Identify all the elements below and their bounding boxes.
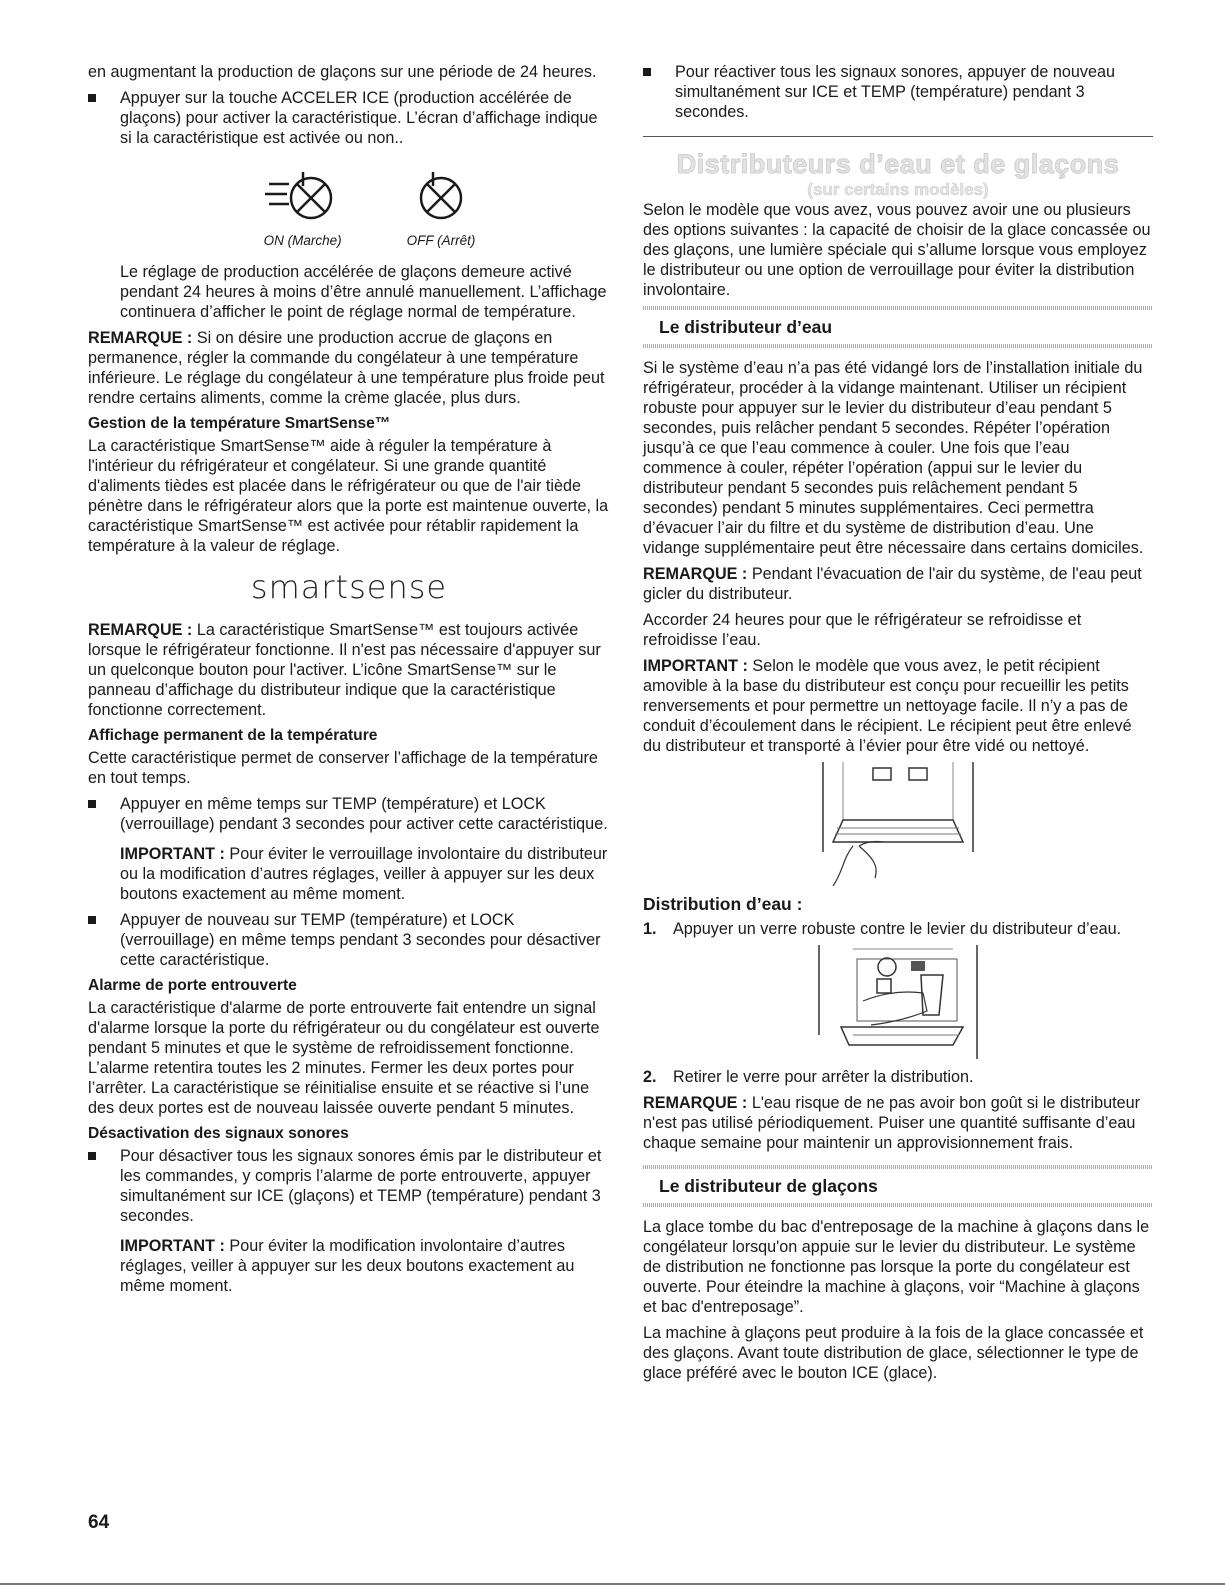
bullet-temp-lock-off: Appuyer de nouveau sur TEMP (température) et LOCK (verrouillage) en même temps pendant 3 secondes pour désactiver cette caractéristique. — [88, 910, 610, 970]
right-column — [643, 62, 1153, 1389]
bullet-square-icon — [643, 68, 651, 76]
affichage-text: Cette caractéristique permet de conserver l’affichage de la température en tout temps. — [88, 749, 598, 787]
hatch-divider — [643, 1165, 1153, 1169]
accel-ice-off-icon — [411, 164, 471, 226]
icon-on — [263, 164, 343, 248]
icon-off — [407, 164, 476, 248]
bullet-square-icon — [88, 1152, 96, 1160]
alarme-text: La caractéristique d'alarme de porte entrouverte fait entendre un signal d'alarme lorsque la porte du réfrigérateur ou du congélateur est ouverte pendant 5 minutes et que le système de refroidissement fonctionne. L’alarme retentira toutes les 2 minutes. Fermer les deux portes pour l’arrêter. La caractéristique se réinitialise ensuite et se réactive si l’une des deux portes est de nouveau laissée ouverte pendant 5 minutes. — [88, 999, 600, 1117]
important-1: IMPORTANT : Pour éviter le verrouillage involontaire du distributeur ou la modification d’autres réglages, veiller à appuyer sur les deux boutons exactement au même moment. — [120, 845, 608, 903]
divider — [643, 136, 1153, 137]
remarque-2: REMARQUE : La caractéristique SmartSense™ est toujours activée lorsque le réfrigérateur fonctionne. Il n'est pas nécessaire d'appuyer sur un quelconque bouton pour l'activer. L’icône SmartSense™ sur le panneau d’affichage du distributeur indique que la caractéristique fonctionne correctement. — [88, 621, 601, 719]
heading-distributeur-glacons: Le distributeur de glaçons — [659, 1176, 878, 1196]
accel-ice-on-icon — [263, 164, 343, 226]
delay-text: Accorder 24 heures pour que le réfrigérateur se refroidisse et refroidisse l’eau. — [643, 611, 1082, 649]
important-3: IMPORTANT : Selon le modèle que vous avez, le petit récipient amovible à la base du distributeur est conçu pour recueillir les petits renversements et pour permettre un nettoyage facile. Il n’y a pas de conduit d’écoulement dans le récipient. Le récipient peut être enlevé du distributeur et transporté à l’évier pour être vidé ou nettoyé. — [643, 657, 1132, 755]
step-1: 1. Appuyer un verre robuste contre le levier du distributeur d’eau. — [643, 920, 1122, 938]
bullet-square-icon — [88, 916, 96, 924]
section-title-sub: (sur certains modèles) — [807, 180, 989, 199]
heading-distribution-eau: Distribution d’eau : — [643, 894, 803, 914]
bullet-desactiver: Pour désactiver tous les signaux sonores émis par le distributeur et les commandes, y compris l’alarme de porte entrouverte, appuyer simultanément sur ICE (glaçons) et TEMP (température) pendant 3 secondes. — [88, 1146, 610, 1226]
remarque-4: REMARQUE : L'eau risque de ne pas avoir bon goût si le distributeur n'est pas utilisé périodiquement. Puiser une quantité suffisante d’eau chaque semaine pour maintenir un approvisionnement frais. — [643, 1094, 1141, 1152]
glass-against-lever-icon — [813, 945, 983, 1059]
intro-text: en augmentant la production de glaçons sur une période de 24 heures. — [88, 63, 597, 81]
smartsense-text: La caractéristique SmartSense™ aide à réguler la température à l'intérieur du réfrigérateur et congélateur. Si une grande quantité d'aliments tièdes est placée dans le réfrigérateur ou que de l'air tiède pénètre dans le réfrigérateur alors que la porte est maintenue ouverte, la caractéristique SmartSense™ est activée pour rétablir rapidement la température à la valeur de réglage. — [88, 437, 609, 555]
caption-off: OFF (Arrêt) — [406, 233, 476, 248]
bullet-square-icon — [88, 94, 96, 102]
important-2: IMPORTANT : Pour éviter la modification involontaire d’autres réglages, veiller à appuyer sur les deux boutons exactement au même moment. — [120, 1237, 575, 1295]
vidange-text: Si le système d’eau n’a pas été vidangé lors de l’installation initiale du réfrigérateur, procéder à la vidange maintenant. Utiliser un récipient robuste pour appuyer sur le levier du distributeur d’eau pendant 5 secondes, puis relâcher pendant 5 secondes. Répéter l’opération jusqu’à ce que l’eau commence à couler. Une fois que l’eau commence à couler, répéter l’opération (appui sur le levier du distributeur pendant 5 secondes puis relâchement pendant 5 secondes) pendant 5 minutes supplémentaires. Ceci permettra d’évacuer l’air du filtre et du système de distribution d’eau. Une vidange supplémentaire peut être nécessaire dans certains domiciles. — [643, 359, 1144, 557]
water-dispenser-drip-tray-icon — [813, 762, 983, 886]
dispenser-illustration-1 — [643, 762, 1153, 886]
bullet-accel-ice: Appuyer sur la touche ACCELER ICE (production accélérée de glaçons) pour activer la caractéristique. L’écran d’affichage indique si la caractéristique est activée ou non.. — [88, 88, 610, 148]
heading-alarme: Alarme de porte entrouverte — [88, 977, 297, 994]
page-number: 64 — [88, 1512, 110, 1533]
heading-desactivation: Désactivation des signaux sonores — [88, 1125, 349, 1142]
section-title — [643, 149, 1153, 200]
glace-text: La glace tombe du bac d'entreposage de la machine à glaçons dans le congélateur lorsqu'on appuie sur le levier du distributeur. Le système de distribution ne fonctionne pas lorsque la porte du congélateur est ouverte. Pour éteindre la machine à glaçons, voir “Machine à glaçons et bac d'entreposage”. — [643, 1218, 1150, 1316]
bullet-reactiver: Pour réactiver tous les signaux sonores, appuyer de nouveau simultanément sur ICE et TEMP (température) pendant 3 secondes. — [643, 62, 1153, 122]
left-column — [88, 62, 610, 1302]
heading-smartsense: Gestion de la température SmartSense™ — [88, 415, 391, 432]
options-text: Selon le modèle que vous avez, vous pouvez avoir une ou plusieurs des options suivantes : la capacité de choisir de la glace concassée ou des glaçons, une lumière spéciale qui s’allume lorsque vous employez le distributeur ou une option de verrouillage pour éviter la distribution involontaire. — [643, 201, 1151, 299]
remarque-3: REMARQUE : Pendant l'évacuation de l'air du système, de l'eau peut gicler du distributeur. — [643, 565, 1142, 603]
caption-on: ON (Marche) — [263, 233, 342, 248]
dispenser-illustration-2 — [643, 945, 1153, 1059]
heading-distributeur-eau: Le distributeur d’eau — [659, 317, 833, 337]
machine-text: La machine à glaçons peut produire à la fois de la glace concassée et des glaçons. Avant toute distribution de glace, sélectionner le type de glace préféré avec le bouton ICE (glace). — [643, 1324, 1144, 1382]
hatch-divider — [643, 306, 1153, 310]
hatch-divider — [643, 1203, 1153, 1207]
section-title-main: Distributeurs d’eau et de glaçons — [676, 149, 1120, 179]
bullet-square-icon — [88, 800, 96, 808]
remarque-1: REMARQUE : Si on désire une production accrue de glaçons en permanence, régler la commande du congélateur à une température inférieure. Le réglage du congélateur à une température plus froide peut rendre certains aliments, comme la crème glacée, plus durs. — [88, 329, 605, 407]
bullet-temp-lock-on: Appuyer en même temps sur TEMP (température) et LOCK (verrouillage) pendant 3 secondes pour activer cette caractéristique. — [88, 794, 610, 834]
accel-ice-icons — [88, 164, 610, 248]
step-2: 2. Retirer le verre pour arrêter la distribution. — [643, 1068, 974, 1086]
heading-affichage: Affichage permanent de la température — [88, 727, 378, 744]
reglage-text: Le réglage de production accélérée de glaçons demeure activé pendant 24 heures à moins d’être annulé manuellement. L’affichage continuera d’afficher le point de réglage normal de température. — [120, 263, 607, 321]
hatch-divider — [643, 344, 1153, 348]
smartsense-logo-icon: smartsense — [250, 568, 448, 606]
